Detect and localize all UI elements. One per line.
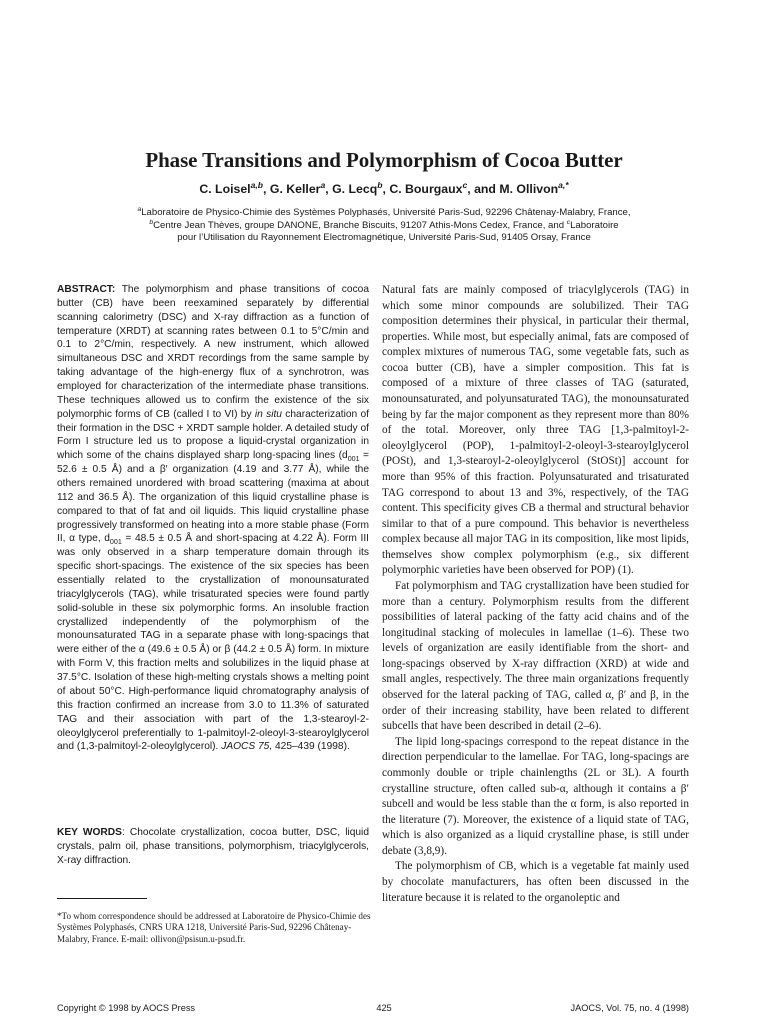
author-name: C. Bourgaux <box>389 182 463 196</box>
abstract-text: characterization of their formation in the DSC + XRDT sample holder. A detailed study of Form I structure led us to propose a liquid-crystal organization in which some of the chains displayed sharp long-spacing lines (d <box>57 408 369 462</box>
author-affiliation-mark: a <box>320 179 326 190</box>
footnote-divider <box>57 898 147 899</box>
author-separator: , <box>382 182 390 196</box>
journal-pages: 425–439 (1998). <box>272 741 350 753</box>
paper-title: Phase Transitions and Polymorphism of Cocoa Butter <box>145 148 623 172</box>
subscript: 001 <box>109 538 122 547</box>
keywords-text: : Chocolate crystallization, cocoa butter, DSC, liquid crystals, palm oil, phase transitions, polymorphism, triacylglycerols, X-ray diffraction. <box>57 827 369 866</box>
body-paragraph: Natural fats are mainly composed of triacylglycerols (TAG) in which some minor compounds are solubilized. Their TAG composition determines their physical, in particular their thermal, properties. While most, but especially animal, fats are composed of complex mixtures of numerous TAG, some vegetable fats, such as cocoa butter (CB), have a simpler composition. This fat is composed of a mixture of three classes of TAG (saturated, monounsaturated, and polyunsaturated TAG), the monounsaturated being by far the major component as they represent more than 80% of the total. Moreover, only three TAG [1,3-palmitoyl-2-oleoylglycerol (POP), 1-palmitoyl-2-oleoyl-3-stearoylglycerol (POSt), and 1,3-stearoyl-2-oleoylglycerol (StOSt)] account for more than 95% of this fraction. Polyunsaturated and trisaturated TAG correspond to about 13 and 3%, respectively, of the TAG content. This specificity gives CB a thermal and structural behavior similar to that of a pure compound. This behavior is nevertheless complex because all major TAG in its composition, like most lipids, themselves show complex polymorphism (e.g., six different polymorphic varieties have been observed for POP) (1). <box>382 284 689 577</box>
body-paragraph: The lipid long-spacings correspond to the repeat distance in the direction perpendicular to the lamellae. For TAG, long-spacings are commonly double or triple chainlengths (2L or 3L). A fourth crystalline structure, often called sub-α, although it contains a β′ subcell and would be less stable than the α form, is also reported in the literature (7). Moreover, the existence of a liquid state of TAG, which is also organized as a liquid crystalline phase, is still under debate (3,8,9). <box>382 735 689 857</box>
journal-footer: JAOCS, Vol. 75, no. 4 (1998) <box>570 1003 689 1013</box>
correspondence-footnote: *To whom correspondence should be addressed at Laboratoire de Physico-Chimie des Systèmes Polyphasés, CNRS URA 1218, Université Paris-Sud, 92296 Châtenay-Malabry, France. E-mail: ollivon@psisun.u-psud.fr. <box>57 911 371 944</box>
affiliation-mark: a <box>137 205 142 213</box>
author-affiliation-mark: a,b <box>250 179 264 190</box>
author-affiliation-mark: c <box>462 179 468 190</box>
keywords-label: KEY WORDS <box>57 827 122 838</box>
journal-citation: JAOCS 75, <box>221 741 273 753</box>
subscript: 001 <box>347 455 360 464</box>
author-list <box>0 179 768 196</box>
keywords <box>57 826 369 868</box>
copyright-notice: Copyright © 1998 by AOCS Press <box>57 1003 196 1013</box>
abstract-text: = 48.5 ± 0.5 Å and short-spacing at 4.22 Å). Form III was only observed in a sharp temperature domain through its specific short-spacings. The existence of the six species has been essentially related to the crystallization of monounsaturated triacylglycerols (TAG), while trisaturated species were found partly solid-soluble in these six polymorphic forms. An insoluble fraction crystallized independently of the polymorphism of the monounsaturated TAG in a separate phase with long-spacings that were either of the α (49.6 ± 0.5 Å) or β (44.2 ± 0.5 Å) form. In mixture with Form V, this fraction melts and solubilizes in the liquid phase at 37.5°C. Isolation of these high-melting crystals shows a melting point of about 50°C. High-performance liquid chromatography analysis of this fraction confirmed an increase from 3.0 to 11.3% of saturated TAG and their association with part of the 1,3-stearoyl-2-oleoylglycerol preferentially to 1-palmitoyl-2-oleoyl-3-stearoylglycerol and (1,3-palmitoyl-2-oleoylglycerol). <box>57 533 370 753</box>
affiliation-mark: b <box>149 218 154 226</box>
author-affiliation-mark: a,* <box>558 179 569 190</box>
affiliation-text: Laboratoire <box>570 219 619 231</box>
affiliation-line <box>0 232 768 245</box>
affiliation-mark: c <box>566 218 571 226</box>
author-affiliation-mark: b <box>377 179 383 190</box>
affiliation-line <box>0 220 768 233</box>
author-separator: , <box>263 182 270 196</box>
affiliations <box>0 207 768 245</box>
author-conjunction: , and <box>467 182 500 196</box>
affiliation-text: pour l’Utilisation du Rayonnement Electromagnétique, Université Paris-Sud, 91405 Orsay, France <box>177 232 591 244</box>
author-separator: , <box>325 182 333 196</box>
abstract <box>57 283 369 754</box>
main-text-column <box>382 283 689 906</box>
author-name: C. Loisel <box>199 182 251 196</box>
affiliation-line <box>0 207 768 220</box>
abstract-label: ABSTRACT: <box>57 284 116 295</box>
abstract-emphasis: in situ <box>254 408 282 420</box>
author-name: M. Ollivon <box>499 182 559 196</box>
author-name: G. Lecq <box>332 182 378 196</box>
affiliation-text: Centre Jean Thèves, groupe DANONE, Branche Biscuits, 91207 Athis-Mons Cedex, France, and <box>153 219 567 231</box>
abstract-text: The polymorphism and phase transitions of cocoa butter (CB) have been reexamined separately by differential scanning calorimetry (DSC) and X-ray diffraction as a function of temperature (XRDT) at scanning rates between 0.1 to 5°C/min and 0.1 to 2°C/min, respectively. A new instrument, which allowed simultaneous DSC and XRDT recordings from the same sample by taking advantage of the high-energy flux of a synchrotron, was employed for characterization of the intermediate phase transitions. These techniques allowed us to confirm the existence of the six polymorphic forms of CB (called I to VI) by <box>57 284 369 420</box>
abstract-text: = 52.6 ± 0.5 Å) and a β′ organization (4.19 and 3.77 Å), while the others remained unordered with broad scattering (maxima at about 112 and 36.5 Å). The organization of this liquid crystalline phase is compared to that of fat and oil liquids. This liquid crystalline phase progressively transformed on heating into a more stable phase (Form II, α type, d <box>57 450 370 545</box>
author-name: G. Keller <box>269 182 321 196</box>
body-paragraph: The polymorphism of CB, which is a vegetable fat mainly used by chocolate manufacturers, has often been discussed in the literature because it is related to the organoleptic and <box>382 860 689 904</box>
body-paragraph: Fat polymorphism and TAG crystallization have been studied for more than a century. Polymorphism results from the different possibilities of lateral packing of the fatty acid chains and of the longitudinal stacking of molecules in lamellae (1–6). These two levels of organization are easily identifiable from the short- and long-spacings observed by X-ray diffraction (XRD) at wide and small angles, respectively. The three main organizations frequently observed for the lateral packing of TAG, called α, β′ and β, in the order of their increasing stability, have been related to different subcells that have been described in detail (2–6). <box>382 579 689 733</box>
affiliation-text: Laboratoire de Physico-Chimie des Systèmes Polyphasés, Université Paris-Sud, 92296 Châtenay-Malabry, France, <box>141 207 631 218</box>
page-number: 425 <box>376 1003 392 1013</box>
